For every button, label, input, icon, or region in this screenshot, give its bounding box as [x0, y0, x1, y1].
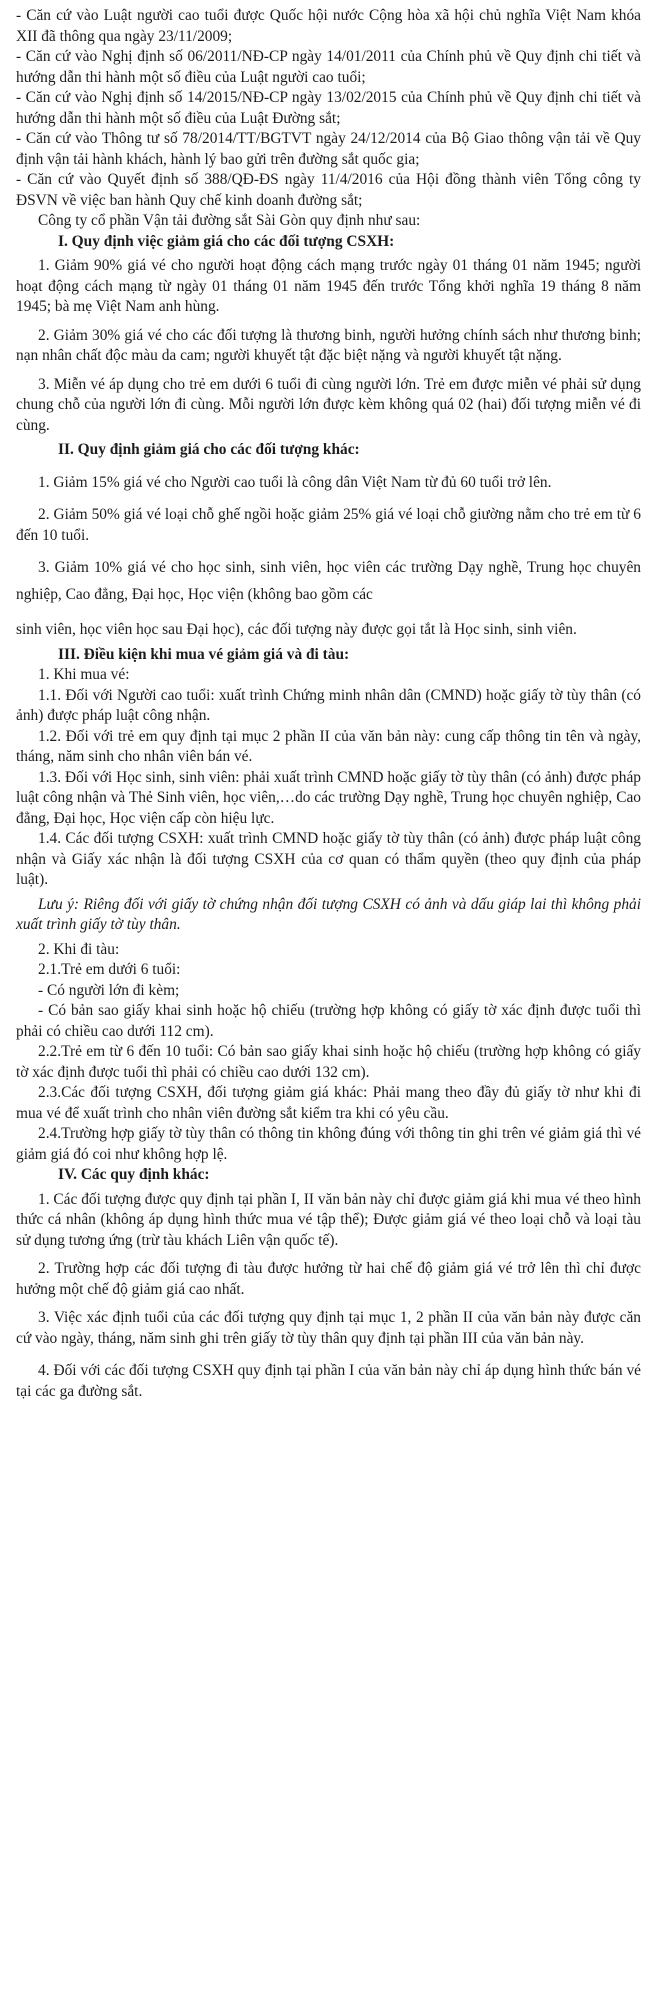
- legal-basis-list: [16, 6, 641, 211]
- section-3: [16, 645, 641, 1166]
- buying-item: 1.2. Đối với trẻ em quy định tại mục 2 phần II của văn bản này: cung cấp thông tin tên và ngày, tháng, năm sinh cho nhân viên bán vé.: [16, 727, 641, 765]
- section-2-item: 2. Giảm 50% giá vé loại chỗ ghế ngồi hoặc giảm 25% giá vé loại chỗ giường nằm cho trẻ em từ 6 đến 10 tuổi.: [16, 506, 641, 544]
- travel-item: 2.2.Trẻ em từ 6 đến 10 tuổi: Có bản sao giấy khai sinh hoặc hộ chiếu (trường hợp không có giấy tờ xác định được tuổi thì phải có chiều cao dưới 132 cm).: [16, 1043, 641, 1081]
- travel-label: 2. Khi đi tàu:: [38, 940, 120, 958]
- section-1-item: 3. Miễn vé áp dụng cho trẻ em dưới 6 tuổi đi cùng người lớn. Trẻ em được miễn vé phải sử dụng chung chỗ của người lớn đi cùng. Mỗi người lớn được kèm không quá 02 (hai) đối tượng miễn vé đi cùng.: [16, 375, 641, 434]
- buying-item: 1.1. Đối với Người cao tuổi: xuất trình Chứng minh nhân dân (CMND) hoặc giấy tờ tùy thân (có ảnh) được pháp luật công nhận.: [16, 686, 641, 724]
- legal-basis-item: - Căn cứ vào Nghị định số 06/2011/NĐ-CP ngày 14/01/2011 của Chính phủ về Quy định chi tiết và hướng dẫn thi hành một số điều của Luật người cao tuổi;: [16, 48, 641, 86]
- section-2-item: 1. Giảm 15% giá vé cho Người cao tuổi là công dân Việt Nam từ đủ 60 tuổi trở lên.: [38, 473, 552, 491]
- note-text: Lưu ý: Riêng đối với giấy tờ chứng nhận đối tượng CSXH có ảnh và dấu giáp lai thì không phải xuất trình giấy tờ tùy thân.: [16, 895, 641, 933]
- under-6-item: - Có người lớn đi kèm;: [38, 981, 180, 999]
- intro-text: Công ty cổ phần Vận tải đường sắt Sài Gòn quy định như sau:: [38, 212, 421, 229]
- section-1-heading: I. Quy định việc giảm giá cho các đối tượng CSXH:: [58, 232, 395, 250]
- section-4: [16, 1165, 641, 1402]
- under-6-label: 2.1.Trẻ em dưới 6 tuổi:: [38, 961, 181, 978]
- under-6-item: - Có bản sao giấy khai sinh hoặc hộ chiếu (trường hợp không có giấy tờ xác định được tuổi thì phải có chiều cao dưới 112 cm).: [16, 1002, 641, 1040]
- section-2: [16, 440, 641, 641]
- buying-label: 1. Khi mua vé:: [38, 666, 130, 683]
- legal-basis-item: - Căn cứ vào Luật người cao tuổi được Quốc hội nước Cộng hòa xã hội chủ nghĩa Việt Nam khóa XII đã thông qua ngày 23/11/2009;: [16, 7, 641, 45]
- section-1: [16, 232, 641, 437]
- buying-item: 1.3. Đối với Học sinh, sinh viên: phải xuất trình CMND hoặc giấy tờ tùy thân (có ảnh) được pháp luật công nhận và Thẻ Sinh viên, học viên,…do các trường Dạy nghề, Trung học chuyên nghiệp, Cao đẳng, Đại học, Học viện cấp còn hiệu lực.: [16, 768, 641, 827]
- legal-basis-item: - Căn cứ vào Nghị định số 14/2015/NĐ-CP ngày 13/02/2015 của Chính phủ về Quy định chi tiết và hướng dẫn thi hành một số điều của Luật Đường sắt;: [16, 89, 641, 127]
- travel-item: 2.3.Các đối tượng CSXH, đối tượng giảm giá khác: Phải mang theo đầy đủ giấy tờ như khi đi mua vé để xuất trình cho nhân viên đường sắt kiểm tra khi có yêu cầu.: [16, 1084, 641, 1122]
- section-2-item-continued: sinh viên, học viên học sau Đại học), các đối tượng này được gọi tắt là Học sinh, sinh viên.: [16, 621, 577, 638]
- section-4-item: 4. Đối với các đối tượng CSXH quy định tại phần I của văn bản này chỉ áp dụng hình thức bán vé tại các ga đường sắt.: [16, 1362, 641, 1400]
- travel-item: 2.4.Trường hợp giấy tờ tùy thân có thông tin không đúng với thông tin ghi trên vé giảm giá thì vé giảm giá đó coi như không hợp lệ.: [16, 1125, 641, 1163]
- section-2-item: 3. Giảm 10% giá vé cho học sinh, sinh viên, học viên các trường Dạy nghề, Trung học chuyên nghiệp, Cao đẳng, Đại học, Học viện (không bao gồm các: [16, 559, 641, 603]
- section-2-heading: II. Quy định giảm giá cho các đối tượng khác:: [58, 441, 360, 458]
- section-4-item: 1. Các đối tượng được quy định tại phần I, II văn bản này chỉ được giảm giá khi mua vé theo hình thức cá nhân (không áp dụng hình thức mua vé tập thể); Được giảm giá vé theo loại chỗ và loại tàu sử dụng tương ứng (trừ tàu khách Liên vận quốc tế).: [16, 1190, 641, 1249]
- section-3-heading: III. Điều kiện khi mua vé giảm giá và đi tàu:: [58, 645, 350, 663]
- section-1-item: 1. Giảm 90% giá vé cho người hoạt động cách mạng trước ngày 01 tháng 01 năm 1945; người hoạt động cách mạng từ ngày 01 tháng 01 năm 1945 đến trước Tổng khởi nghĩa 19 tháng 8 năm 1945; bà mẹ Việt Nam anh hùng.: [16, 257, 641, 315]
- buying-item: 1.4. Các đối tượng CSXH: xuất trình CMND hoặc giấy tờ tùy thân (có ảnh) được pháp luật công nhận và Giấy xác nhận là đối tượng CSXH của cơ quan có thẩm quyền (theo quy định của pháp luật).: [16, 830, 641, 888]
- section-4-heading: IV. Các quy định khác:: [58, 1166, 210, 1183]
- section-4-item: 3. Việc xác định tuổi của các đối tượng quy định tại mục 1, 2 phần II của văn bản này được căn cứ vào ngày, tháng, năm sinh ghi trên giấy tờ tùy thân quy định tại phần III của văn bản này.: [16, 1309, 641, 1347]
- legal-basis-item: - Căn cứ vào Thông tư số 78/2014/TT/BGTVT ngày 24/12/2014 của Bộ Giao thông vận tải về Quy định vận tải hành khách, hành lý bao gửi trên đường sắt quốc gia;: [16, 130, 641, 168]
- section-4-item: 2. Trường hợp các đối tượng đi tàu được hưởng từ hai chế độ giảm giá vé trở lên thì chỉ được hưởng một chế độ giảm giá cao nhất.: [16, 1260, 641, 1298]
- legal-basis-item: - Căn cứ vào Quyết định số 388/QĐ-ĐS ngày 11/4/2016 của Hội đồng thành viên Tổng công ty ĐSVN về việc ban hành Quy chế kinh doanh đường sắt;: [16, 171, 641, 209]
- section-1-item: 2. Giảm 30% giá vé cho các đối tượng là thương binh, người hưởng chính sách như thương binh; nạn nhân chất độc màu da cam; người khuyết tật đặc biệt nặng và người khuyết tật nặng.: [16, 326, 641, 364]
